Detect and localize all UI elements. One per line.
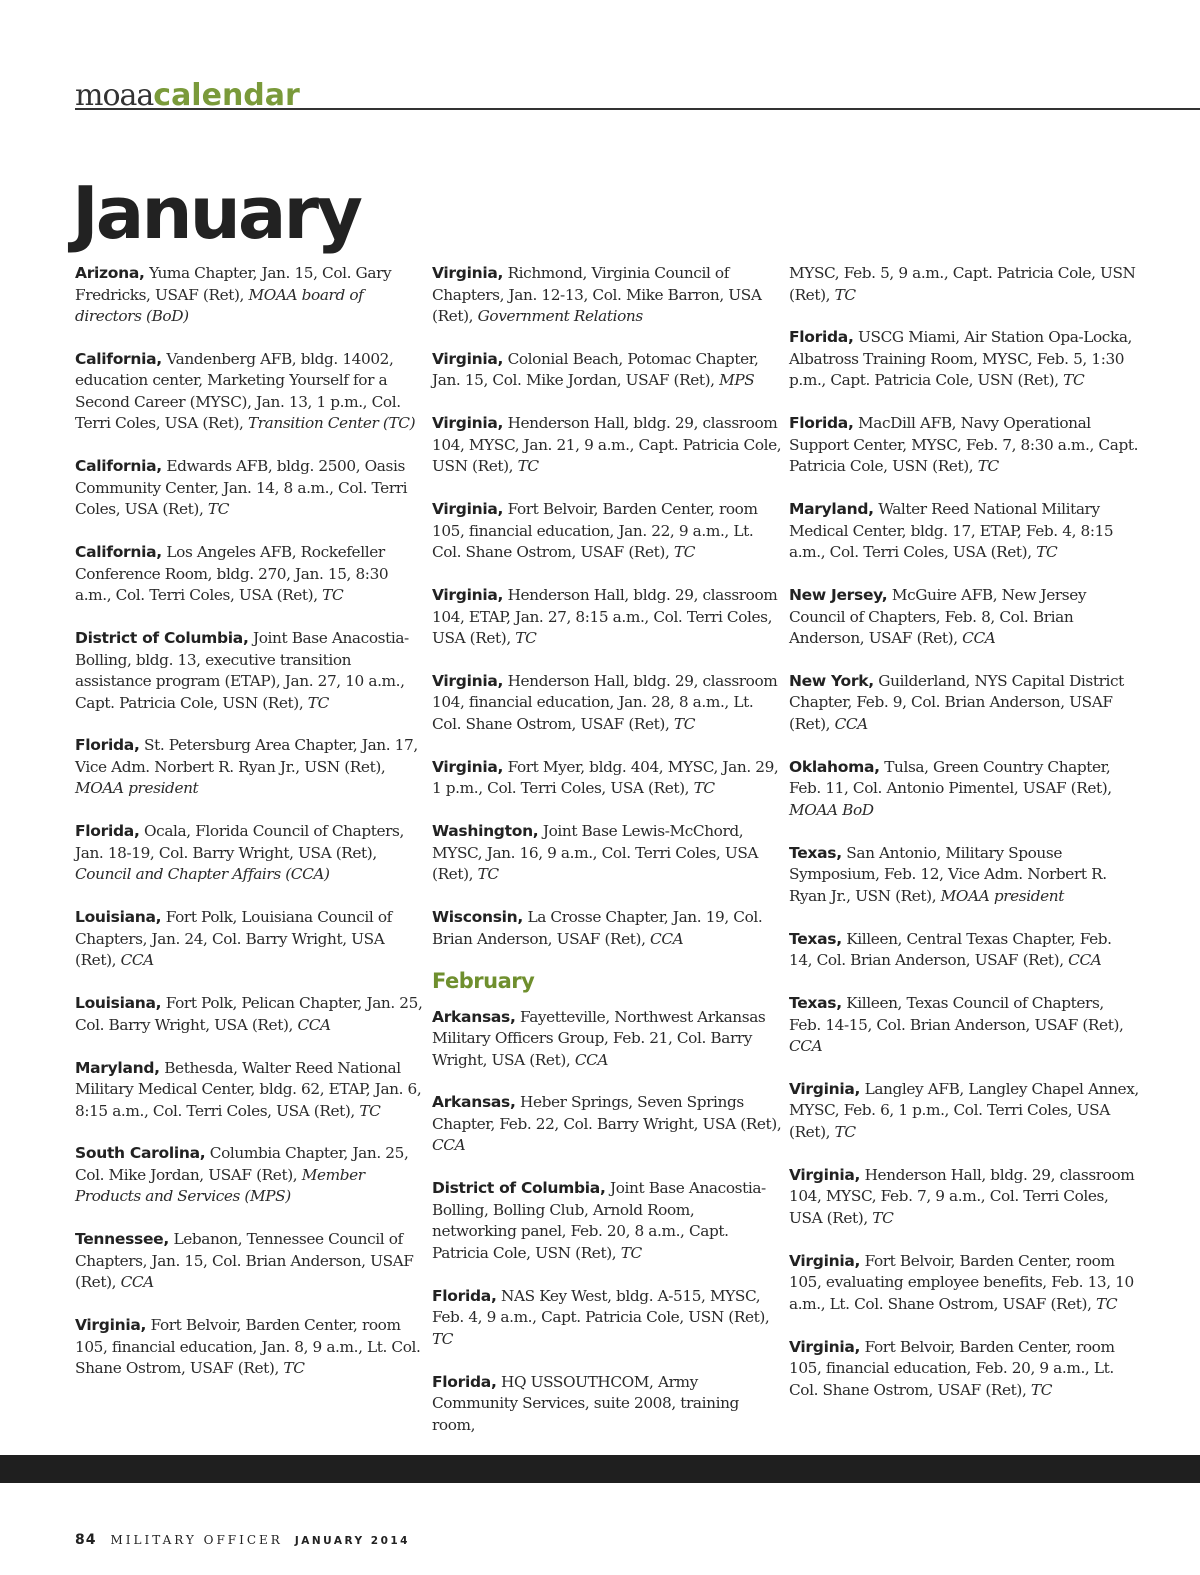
entry-organizer: MOAA president xyxy=(940,886,1064,905)
calendar-entry xyxy=(789,499,1139,564)
entry-organizer: TC xyxy=(977,457,999,476)
page-header xyxy=(75,78,1200,113)
month-title: January xyxy=(72,171,360,255)
entry-state: District of Columbia, xyxy=(432,1179,606,1198)
entry-organizer: TC xyxy=(673,714,696,733)
entry-details: Columbia Chapter, Jan. 25, Col. Mike Jordan, USAF (Ret), xyxy=(75,1144,409,1184)
entry-details: Fort Polk, Pelican Chapter, Jan. 25, Col. Barry Wright, USA (Ret), xyxy=(75,994,423,1034)
entry-details: Henderson Hall, bldg. 29, classroom 104, MYSC, Feb. 7, 9 a.m., Col. Terri Coles, USA (Ret), xyxy=(789,1165,1135,1227)
calendar-entry xyxy=(789,843,1139,908)
entry-organizer: TC xyxy=(283,1359,305,1378)
entry-details: Joint Base Anacostia-Bolling, Bolling Club, Arnold Room, networking panel, Feb. 20, 8 a.m., Capt. Patricia Cole, USN (Ret), xyxy=(432,1179,766,1262)
entry-organizer: MOAA president xyxy=(75,779,199,798)
entry-organizer: CCA xyxy=(297,1015,331,1034)
entry-details: Joint Base Lewis-McChord, MYSC, Jan. 16, 9 a.m., Col. Terri Coles, USA (Ret), xyxy=(432,822,759,884)
entry-organizer: TC xyxy=(477,865,499,884)
entry-organizer: Government Relations xyxy=(477,307,643,325)
entry-organizer: TC xyxy=(1063,371,1085,390)
entry-organizer: TC xyxy=(432,1329,454,1348)
entry-organizer: CCA xyxy=(120,1273,154,1292)
entry-state: Tennessee, xyxy=(75,1230,169,1249)
calendar-entry xyxy=(75,542,425,607)
entry-organizer: CCA xyxy=(1068,951,1102,970)
entry-details: Fort Belvoir, Barden Center, room 105, financial education, Feb. 20, 9 a.m., Lt. Col. Shane Ostrom, USAF (Ret), xyxy=(789,1337,1115,1399)
entry-state: Oklahoma, xyxy=(789,757,880,776)
entry-state: Arkansas, xyxy=(432,1007,516,1026)
calendar-entry xyxy=(432,1178,782,1264)
entry-details: Fort Belvoir, Barden Center, room 105, financial education, Jan. 8, 9 a.m., Lt. Col. Shane Ostrom, USAF (Ret), xyxy=(75,1316,421,1378)
calendar-entry xyxy=(789,929,1139,972)
entry-state: Arkansas, xyxy=(432,1093,516,1112)
entry-state: Louisiana, xyxy=(75,908,162,927)
entry-organizer: CCA xyxy=(834,714,868,733)
entry-organizer: Transition Center (TC) xyxy=(247,414,416,433)
calendar-entry xyxy=(432,1372,782,1437)
calendar-column-3 xyxy=(789,263,1139,1422)
calendar-entry xyxy=(75,993,425,1036)
entry-organizer: TC xyxy=(1096,1294,1118,1313)
calendar-entry xyxy=(75,1058,425,1123)
calendar-entry xyxy=(432,1286,782,1351)
calendar-entry xyxy=(789,263,1139,306)
calendar-entry xyxy=(789,757,1139,822)
entry-state: Maryland, xyxy=(75,1058,160,1077)
entry-state: New York, xyxy=(789,671,874,690)
entry-details: Henderson Hall, bldg. 29, classroom 104, financial education, Jan. 28, 8 a.m., Lt. Col. Shane Ostrom, USAF (Ret), xyxy=(432,671,778,733)
entry-organizer: Council and Chapter Affairs (CCA) xyxy=(75,865,330,884)
calendar-entry xyxy=(75,263,425,328)
calendar-entry xyxy=(789,993,1139,1058)
entry-state: Florida, xyxy=(75,736,140,755)
entry-details: Fort Myer, bldg. 404, MYSC, Jan. 29, 1 p.m., Col. Terri Coles, USA (Ret), xyxy=(432,757,779,798)
calendar-entry xyxy=(75,907,425,972)
entry-details: Fort Belvoir, Barden Center, room 105, financial education, Jan. 22, 9 a.m., Lt. Col. Shane Ostrom, USAF (Ret), xyxy=(432,500,758,562)
calendar-entry xyxy=(432,413,782,478)
entry-state: Virginia, xyxy=(789,1337,861,1356)
entry-state: Florida, xyxy=(789,328,854,347)
entry-details: La Crosse Chapter, Jan. 19, Col. Brian Anderson, USAF (Ret), xyxy=(432,908,763,948)
entry-organizer: TC xyxy=(515,629,537,648)
calendar-entry xyxy=(432,499,782,564)
page-number: 84 xyxy=(75,1532,97,1548)
entry-state: Virginia, xyxy=(432,671,504,690)
entry-state: Virginia, xyxy=(432,500,504,519)
entry-organizer: TC xyxy=(1030,1380,1053,1399)
calendar-entry xyxy=(432,907,782,950)
calendar-entry xyxy=(432,1007,782,1072)
entry-details: Edwards AFB, bldg. 2500, Oasis Community Center, Jan. 14, 8 a.m., Col. Terri Coles, USA (Ret), xyxy=(75,457,408,519)
section-logo xyxy=(75,78,300,113)
entry-organizer: TC xyxy=(673,543,696,562)
entry-state: California, xyxy=(75,543,162,562)
entry-state: Maryland, xyxy=(789,500,874,519)
entry-organizer: TC xyxy=(322,586,344,605)
entry-organizer: TC xyxy=(307,693,329,712)
calendar-entry xyxy=(432,757,782,800)
entry-organizer: TC xyxy=(834,1122,856,1141)
entry-details: Tulsa, Green Country Chapter, Feb. 11, Col. Antonio Pimentel, USAF (Ret), xyxy=(789,757,1112,798)
entry-state: District of Columbia, xyxy=(75,629,249,648)
entry-details: Killeen, Central Texas Chapter, Feb. 14, Col. Brian Anderson, USAF (Ret), xyxy=(789,929,1112,970)
calendar-entry xyxy=(75,821,425,886)
entry-details: St. Petersburg Area Chapter, Jan. 17, Vice Adm. Norbert R. Ryan Jr., USN (Ret), xyxy=(75,736,418,776)
entry-state: Florida, xyxy=(789,414,854,433)
magazine-title: MILITARY OFFICER xyxy=(110,1533,283,1547)
entry-state: Virginia, xyxy=(432,757,504,776)
entry-details: Yuma Chapter, Jan. 15, Col. Gary Fredricks, USAF (Ret), xyxy=(75,264,392,304)
calendar-entry xyxy=(432,671,782,736)
entry-state: Washington, xyxy=(432,822,539,841)
entry-state: Arizona, xyxy=(75,264,145,282)
calendar-entry xyxy=(75,1229,425,1294)
entry-organizer: CCA xyxy=(432,1136,466,1155)
entry-state: Virginia, xyxy=(432,414,504,433)
entry-state: Virginia, xyxy=(432,349,504,368)
entry-organizer: CCA xyxy=(650,929,684,948)
entry-details: McGuire AFB, New Jersey Council of Chapters, Feb. 8, Col. Brian Anderson, USAF (Ret), xyxy=(789,586,1087,648)
entry-organizer: CCA xyxy=(789,1037,823,1056)
entry-organizer: CCA xyxy=(574,1050,609,1069)
entry-state: Florida, xyxy=(432,1372,497,1391)
entry-state: Louisiana, xyxy=(75,994,162,1013)
footer-bar xyxy=(0,1455,1200,1483)
calendar-entry xyxy=(75,1315,425,1380)
entry-details: HQ USSOUTHCOM, Army Community Services, suite 2008, training room, xyxy=(432,1372,739,1434)
entry-organizer: TC xyxy=(620,1243,642,1262)
calendar-entry xyxy=(789,327,1139,392)
entry-state: Virginia, xyxy=(75,1316,147,1335)
entry-details: Henderson Hall, bldg. 29, classroom 104, ETAP, Jan. 27, 8:15 a.m., Col. Terri Coles, USA (Ret), xyxy=(432,586,778,648)
calendar-entry xyxy=(75,735,425,800)
entry-state: Florida, xyxy=(432,1286,497,1305)
entry-details: MacDill AFB, Navy Operational Support Center, MYSC, Feb. 7, 8:30 a.m., Capt. Patricia Cole, USN (Ret), xyxy=(789,414,1139,476)
entry-organizer: TC xyxy=(693,779,715,798)
entry-organizer: TC xyxy=(517,457,539,476)
entry-state: Virginia, xyxy=(789,1251,861,1270)
entry-state: Texas, xyxy=(789,929,842,948)
calendar-entry xyxy=(75,1143,425,1208)
entry-organizer: MOAA BoD xyxy=(789,800,874,819)
entry-details: Fort Polk, Louisiana Council of Chapters, Jan. 24, Col. Barry Wright, USA (Ret), xyxy=(75,908,392,970)
page-footer xyxy=(75,1532,410,1549)
calendar-entry xyxy=(789,1337,1139,1402)
calendar-entry xyxy=(432,349,782,392)
entry-details: NAS Key West, bldg. A-515, MYSC, Feb. 4, 9 a.m., Capt. Patricia Cole, USN (Ret), xyxy=(432,1286,770,1327)
entry-details: Ocala, Florida Council of Chapters, Jan. 18-19, Col. Barry Wright, USA (Ret), xyxy=(75,822,404,862)
month-subheading: February xyxy=(432,968,535,993)
brand-suffix: calendar xyxy=(153,78,300,113)
entry-organizer: MOAA board of directors (BoD) xyxy=(75,285,364,325)
entry-details: Walter Reed National Military Medical Center, bldg. 17, ETAP, Feb. 4, 8:15 a.m., Col. Terri Coles, USA (Ret), xyxy=(789,500,1114,562)
entry-details: Heber Springs, Seven Springs Chapter, Feb. 22, Col. Barry Wright, USA (Ret), xyxy=(432,1093,782,1133)
brand-prefix: moaa xyxy=(75,78,154,113)
entry-details: Henderson Hall, bldg. 29, classroom 104, MYSC, Jan. 21, 9 a.m., Capt. Patricia Cole, USN (Ret), xyxy=(432,414,782,476)
calendar-entry xyxy=(789,413,1139,478)
entry-state: California, xyxy=(75,457,162,476)
calendar-entry xyxy=(789,1165,1139,1230)
entry-details: Vandenberg AFB, bldg. 14002, education center, Marketing Yourself for a Second Career (MYSC), Jan. 13, 1 p.m., Col. Terri Coles, USA (Ret), xyxy=(75,349,401,433)
entry-state: Virginia, xyxy=(432,586,504,605)
entry-organizer: MPS xyxy=(719,371,755,390)
calendar-entry xyxy=(789,585,1139,650)
calendar-entry xyxy=(432,585,782,650)
entry-details: USCG Miami, Air Station Opa-Locka, Albatross Training Room, MYSC, Feb. 5, 1:30 p.m., Capt. Patricia Cole, USN (Ret), xyxy=(789,328,1133,390)
calendar-entry xyxy=(789,671,1139,736)
entry-details: Fayetteville, Northwest Arkansas Military Officers Group, Feb. 21, Col. Barry Wright, USA (Ret), xyxy=(432,1007,766,1069)
entry-organizer: TC xyxy=(1036,543,1058,562)
entry-organizer: CCA xyxy=(962,629,996,648)
calendar-entry xyxy=(432,1092,782,1157)
entry-details: Killeen, Texas Council of Chapters, Feb. 14-15, Col. Brian Anderson, USAF (Ret), xyxy=(789,994,1124,1034)
entry-state: Texas, xyxy=(789,994,842,1013)
calendar-entry xyxy=(75,349,425,435)
entry-state: New Jersey, xyxy=(789,586,888,605)
calendar-entry xyxy=(75,456,425,521)
entry-details: Lebanon, Tennessee Council of Chapters, Jan. 15, Col. Brian Anderson, USAF (Ret), xyxy=(75,1230,414,1292)
entry-organizer: TC xyxy=(207,500,230,519)
entry-state: Virginia, xyxy=(432,264,504,282)
entry-details: Los Angeles AFB, Rockefeller Conference Room, bldg. 270, Jan. 15, 8:30 a.m., Col. Terri Coles, USA (Ret), xyxy=(75,543,389,605)
entry-state: Wisconsin, xyxy=(432,908,523,927)
entry-details: Joint Base Anacostia-Bolling, bldg. 13, executive transition assistance program (ETAP), Jan. 27, 10 a.m., Capt. Patricia Cole, USN (Ret), xyxy=(75,629,409,712)
entry-details: Guilderland, NYS Capital District Chapter, Feb. 9, Col. Brian Anderson, USAF (Ret), xyxy=(789,671,1124,733)
entry-details: Richmond, Virginia Council of Chapters, Jan. 12-13, Col. Mike Barron, USA (Ret), xyxy=(432,264,762,325)
entry-details: Colonial Beach, Potomac Chapter, Jan. 15, Col. Mike Jordan, USAF (Ret), xyxy=(432,349,759,390)
entry-organizer: Member Products and Services (MPS) xyxy=(75,1165,365,1206)
entry-details: Langley AFB, Langley Chapel Annex, MYSC, Feb. 6, 1 p.m., Col. Terri Coles, USA (Ret), xyxy=(789,1079,1139,1141)
calendar-entry xyxy=(789,1251,1139,1316)
calendar-entry xyxy=(432,821,782,886)
entry-details: Bethesda, Walter Reed National Military Medical Center, bldg. 62, ETAP, Jan. 6, 8:15 a.m., Col. Terri Coles, USA (Ret), xyxy=(75,1058,422,1120)
entry-details: MYSC, Feb. 5, 9 a.m., Capt. Patricia Cole, USN (Ret), xyxy=(789,264,1136,304)
calendar-entry xyxy=(432,263,782,328)
entry-organizer: CCA xyxy=(120,951,154,970)
calendar-column-1 xyxy=(75,263,425,1401)
calendar-entry xyxy=(789,1079,1139,1144)
entry-details: Fort Belvoir, Barden Center, room 105, evaluating employee benefits, Feb. 13, 10 a.m., Lt. Col. Shane Ostrom, USAF (Ret), xyxy=(789,1251,1134,1313)
entry-state: South Carolina, xyxy=(75,1144,206,1163)
entry-state: Florida, xyxy=(75,822,140,841)
entry-state: Texas, xyxy=(789,843,842,862)
entry-details: San Antonio, Military Spouse Symposium, Feb. 12, Vice Adm. Norbert R. Ryan Jr., USN (Ret), xyxy=(789,843,1107,905)
calendar-column-2 xyxy=(432,263,782,1457)
entry-organizer: TC xyxy=(834,285,856,304)
calendar-entry xyxy=(75,628,425,714)
entry-organizer: TC xyxy=(872,1208,894,1227)
entry-organizer: TC xyxy=(359,1101,381,1120)
entry-state: Virginia, xyxy=(789,1079,861,1098)
entry-state: Virginia, xyxy=(789,1165,861,1184)
entry-state: California, xyxy=(75,349,162,368)
issue-date: JANUARY 2014 xyxy=(294,1535,410,1547)
